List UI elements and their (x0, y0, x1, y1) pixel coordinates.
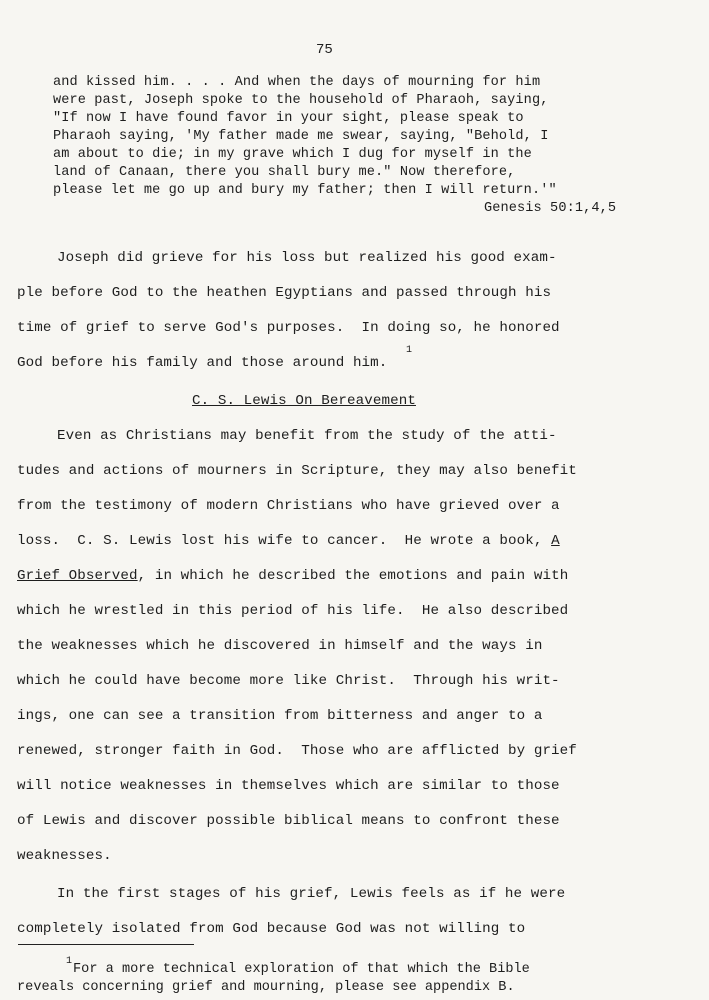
paragraph-line: tudes and actions of mourners in Scripture, they may also benefit (17, 463, 577, 479)
book-title: A (551, 533, 560, 549)
footnote-line: reveals concerning grief and mourning, please see appendix B. (17, 980, 515, 995)
quote-line: am about to die; in my grave which I dug for myself in the (53, 147, 532, 162)
quote-citation: Genesis 50:1,4,5 (484, 201, 617, 216)
paragraph-line: ings, one can see a transition from bitterness and anger to a (17, 708, 543, 724)
quote-line: land of Canaan, there you shall bury me." Now therefore, (53, 165, 516, 180)
paragraph-text: , in which he described the emotions and pain with (137, 568, 569, 584)
quote-line: "If now I have found favor in your sight, please speak to (53, 111, 524, 126)
paragraph-line: weaknesses. (17, 848, 112, 864)
section-heading: C. S. Lewis On Bereavement (192, 393, 416, 409)
paragraph-line: completely isolated from God because God was not willing to (17, 921, 526, 937)
footnote-reference: 1 (406, 345, 413, 356)
paragraph-line (17, 533, 560, 549)
footnote-mark: 1 (66, 956, 73, 967)
footnote-divider (18, 944, 194, 945)
paragraph-line: will notice weaknesses in themselves which are similar to those (17, 778, 560, 794)
paragraph-line (17, 568, 568, 584)
quote-line: Pharaoh saying, 'My father made me swear, saying, "Behold, I (53, 129, 549, 144)
paragraph-line: In the first stages of his grief, Lewis feels as if he were (57, 886, 566, 902)
paragraph-line: ple before God to the heathen Egyptians and passed through his (17, 285, 552, 301)
paragraph-line: from the testimony of modern Christians who have grieved over a (17, 498, 560, 514)
paragraph-text: loss. C. S. Lewis lost his wife to cancer. He wrote a book, (17, 533, 552, 549)
paragraph-line: time of grief to serve God's purposes. In doing so, he honored (17, 320, 560, 336)
paragraph-line: the weaknesses which he discovered in himself and the ways in (17, 638, 543, 654)
paragraph-line: which he could have become more like Christ. Through his writ- (17, 673, 560, 689)
quote-line: were past, Joseph spoke to the household of Pharaoh, saying, (53, 93, 549, 108)
paragraph-line: Even as Christians may benefit from the study of the atti- (57, 428, 557, 444)
book-title: Grief Observed (17, 568, 138, 584)
quote-line: and kissed him. . . . And when the days of mourning for him (53, 75, 541, 90)
page-number: 75 (316, 42, 333, 58)
paragraph-line: which he wrestled in this period of his life. He also described (17, 603, 569, 619)
paragraph-line: Joseph did grieve for his loss but realized his good exam- (57, 250, 557, 266)
paragraph-line: of Lewis and discover possible biblical means to confront these (17, 813, 560, 829)
paragraph-line: renewed, stronger faith in God. Those who are afflicted by grief (17, 743, 577, 759)
quote-line: please let me go up and bury my father; then I will return.'" (53, 183, 557, 198)
footnote-line: For a more technical exploration of that which the Bible (73, 962, 530, 977)
paragraph-line: God before his family and those around him. (17, 355, 388, 371)
